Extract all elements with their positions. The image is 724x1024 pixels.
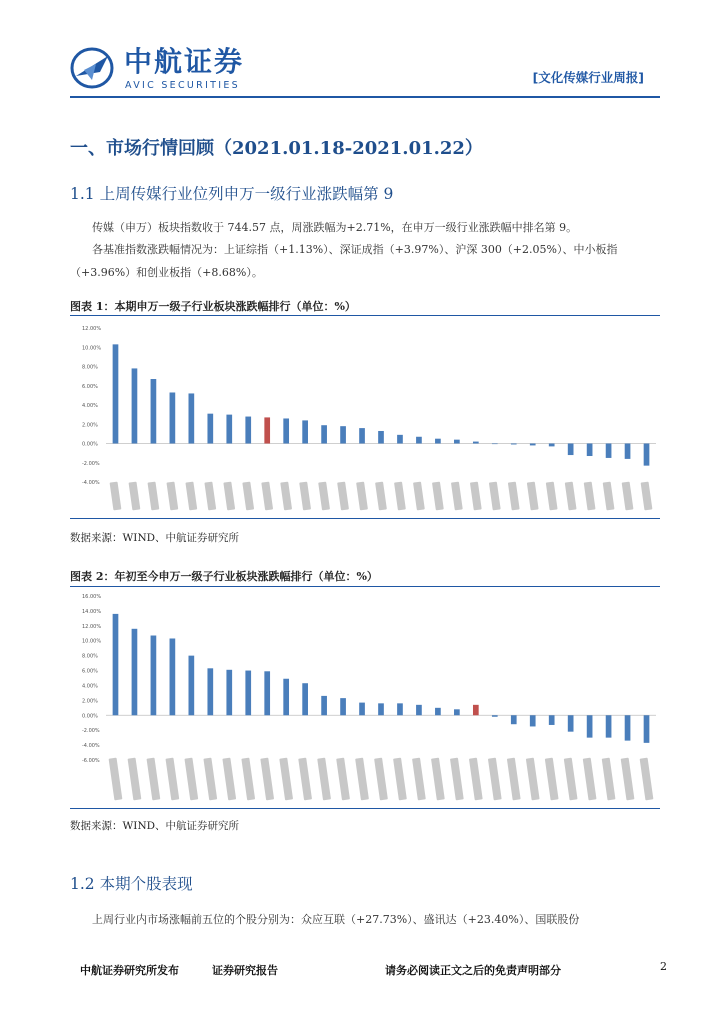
category-label xyxy=(223,482,235,511)
bar xyxy=(511,715,517,724)
y-tick-label: -4.00% xyxy=(82,480,100,486)
category-label xyxy=(431,758,445,801)
bar xyxy=(189,656,195,716)
logo-chinese-name: 中航证券 xyxy=(124,45,245,78)
category-label xyxy=(413,482,425,511)
bar xyxy=(170,638,176,715)
category-label xyxy=(110,482,122,511)
bar xyxy=(302,420,308,443)
header-divider xyxy=(70,96,660,98)
category-label xyxy=(165,758,179,801)
paragraph-top-stocks: 上周行业内市场涨幅前五位的个股分别为：众应互联（+27.73%）、盛讯达（+23.40%）、国联股份 xyxy=(92,913,580,926)
bar xyxy=(113,344,119,443)
weekly-industry-change-bar-chart xyxy=(70,318,660,516)
bar xyxy=(264,417,270,443)
paragraph-index-close: 传媒（申万）板块指数收于 744.57 点，周涨跌幅为+2.71%，在申万一级行业涨跌幅中排名第 9。 xyxy=(92,221,578,234)
y-tick-label: 8.00% xyxy=(82,653,98,660)
y-tick-label: -2.00% xyxy=(82,728,100,735)
bar xyxy=(359,703,365,716)
bar xyxy=(283,679,289,716)
bar xyxy=(416,437,422,444)
bar xyxy=(530,715,536,726)
bar xyxy=(397,703,403,715)
category-label xyxy=(129,482,141,511)
bar xyxy=(170,392,176,443)
avic-logo xyxy=(70,44,270,94)
category-label xyxy=(280,482,292,511)
figure-2-title: 图表 2：年初至今申万一级子行业板块涨跌幅排行（单位：%） xyxy=(70,570,378,583)
category-label xyxy=(470,482,482,511)
bar xyxy=(492,715,498,716)
category-label xyxy=(109,758,123,801)
category-label xyxy=(337,482,349,511)
category-label xyxy=(148,482,160,511)
category-label xyxy=(203,758,217,801)
bar xyxy=(378,703,384,715)
category-label xyxy=(242,482,254,511)
y-tick-label: 4.00% xyxy=(82,403,98,409)
subsection-title-1-1: 1.1 上周传媒行业位列申万一级行业涨跌幅第 9 xyxy=(70,185,394,203)
bar xyxy=(226,415,232,444)
y-tick-label: 4.00% xyxy=(82,683,98,690)
category-label xyxy=(185,482,197,511)
bar xyxy=(207,668,213,715)
category-label xyxy=(184,758,198,801)
bar xyxy=(587,444,593,457)
y-tick-label: 6.00% xyxy=(82,668,98,675)
y-tick-label: 10.00% xyxy=(82,638,102,645)
figure-1-chart xyxy=(70,318,660,516)
category-label xyxy=(507,758,521,801)
bar xyxy=(473,705,479,715)
category-label xyxy=(565,482,577,511)
bar xyxy=(302,683,308,715)
category-label xyxy=(603,482,615,511)
category-label xyxy=(204,482,216,511)
category-label xyxy=(355,758,369,801)
bar xyxy=(606,444,612,458)
category-label xyxy=(602,758,616,801)
y-tick-label: -6.00% xyxy=(82,758,100,764)
bar xyxy=(132,368,138,443)
bar xyxy=(264,671,270,715)
y-tick-label: 8.00% xyxy=(82,364,98,371)
footer-publisher: 中航证券研究所发布 xyxy=(80,964,179,977)
y-tick-label: 14.00% xyxy=(82,608,102,615)
category-label xyxy=(317,758,331,801)
category-label xyxy=(318,482,330,511)
figure-2-bottom-rule xyxy=(70,808,660,809)
bar xyxy=(435,708,441,715)
bar xyxy=(454,709,460,715)
figure-1-title: 图表 1：本期申万一级子行业板块涨跌幅排行（单位：%） xyxy=(70,300,356,313)
bar xyxy=(151,636,157,716)
avic-plane-logo-icon xyxy=(70,46,114,90)
category-label xyxy=(241,758,255,801)
y-tick-label: 0.00% xyxy=(82,713,98,720)
report-type-tag: [文化传媒行业周报] xyxy=(532,70,644,85)
category-label xyxy=(412,758,426,801)
bar xyxy=(568,444,574,456)
category-label xyxy=(261,482,273,511)
y-tick-label: 0.00% xyxy=(82,441,98,448)
category-label xyxy=(546,482,558,511)
category-label xyxy=(469,758,483,801)
category-label xyxy=(450,758,464,801)
category-label xyxy=(489,482,501,511)
bar xyxy=(549,444,555,447)
bar xyxy=(454,440,460,444)
bar xyxy=(321,696,327,715)
bar xyxy=(473,442,479,444)
category-label xyxy=(640,758,654,801)
bar xyxy=(644,715,650,743)
category-label xyxy=(583,758,597,801)
category-label xyxy=(222,758,236,801)
bar xyxy=(378,431,384,444)
category-label xyxy=(432,482,444,511)
category-label xyxy=(545,758,559,801)
bar xyxy=(568,715,574,731)
category-label xyxy=(298,758,312,801)
category-label xyxy=(621,758,635,801)
bar xyxy=(245,671,251,716)
page-number: 2 xyxy=(660,960,667,973)
bar xyxy=(321,425,327,443)
figure-2-source: 数据来源：WIND、中航证券研究所 xyxy=(70,820,240,832)
category-label xyxy=(260,758,274,801)
bar xyxy=(245,417,251,444)
category-label xyxy=(394,482,406,511)
y-tick-label: -4.00% xyxy=(82,743,100,750)
bar xyxy=(151,379,157,443)
category-label xyxy=(527,482,539,511)
category-label xyxy=(147,758,161,801)
category-label xyxy=(166,482,178,511)
category-label xyxy=(488,758,502,801)
bar xyxy=(132,629,138,715)
y-tick-label: 2.00% xyxy=(82,422,98,429)
bar xyxy=(416,705,422,715)
bar xyxy=(511,444,517,445)
y-tick-label: 2.00% xyxy=(82,698,98,705)
bar xyxy=(549,715,555,725)
paragraph-benchmark-indices: 各基准指数涨跌幅情况为：上证综指（+1.13%）、深证成指（+3.97%）、沪深 300（+2.05%）、中小板指（+3.96%）和创业板指（+8.68%）。 xyxy=(70,243,618,279)
bar xyxy=(625,444,631,459)
figure-2-top-rule xyxy=(70,586,660,587)
bar xyxy=(189,393,195,443)
category-label xyxy=(356,482,368,511)
bar xyxy=(226,670,232,715)
y-tick-label: 12.00% xyxy=(82,623,102,630)
figure-1-bottom-rule xyxy=(70,518,660,519)
bar xyxy=(492,444,498,445)
category-label xyxy=(299,482,311,511)
y-tick-label: 10.00% xyxy=(82,345,102,352)
footer-report-type: 证券研究报告 xyxy=(212,964,278,977)
y-tick-label: 6.00% xyxy=(82,383,98,390)
section-title: 一、市场行情回顾（2021.01.18-2021.01.22） xyxy=(70,138,483,159)
y-tick-label: 12.00% xyxy=(82,326,102,332)
logo-english-name: AVIC SECURITIES xyxy=(125,80,241,91)
category-label xyxy=(336,758,350,801)
category-label xyxy=(279,758,293,801)
figure-1-top-rule xyxy=(70,315,660,316)
bar xyxy=(283,418,289,443)
bar xyxy=(435,439,441,444)
category-label xyxy=(375,482,387,511)
bar xyxy=(340,426,346,443)
category-label xyxy=(584,482,596,511)
bar xyxy=(606,715,612,737)
y-tick-label: -2.00% xyxy=(82,460,100,467)
category-label xyxy=(374,758,388,801)
category-label xyxy=(622,482,634,511)
bar xyxy=(530,444,536,446)
bar xyxy=(359,428,365,443)
ytd-industry-change-bar-chart xyxy=(70,590,660,806)
category-label xyxy=(526,758,540,801)
bar xyxy=(113,614,119,715)
bar xyxy=(397,435,403,444)
category-label xyxy=(451,482,463,511)
category-label xyxy=(128,758,142,801)
bar xyxy=(625,715,631,740)
figure-1-source: 数据来源：WIND、中航证券研究所 xyxy=(70,532,240,544)
category-label xyxy=(641,482,653,511)
bar xyxy=(587,715,593,737)
bar xyxy=(207,414,213,444)
subsection-title-1-2: 1.2 本期个股表现 xyxy=(70,875,193,893)
category-label xyxy=(508,482,520,511)
y-tick-label: 16.00% xyxy=(82,594,102,600)
category-label xyxy=(393,758,407,801)
bar xyxy=(340,698,346,715)
category-label xyxy=(564,758,578,801)
footer-disclaimer: 请务必阅读正文之后的免责声明部分 xyxy=(385,964,561,977)
figure-2-chart xyxy=(70,590,660,806)
bar xyxy=(644,444,650,466)
